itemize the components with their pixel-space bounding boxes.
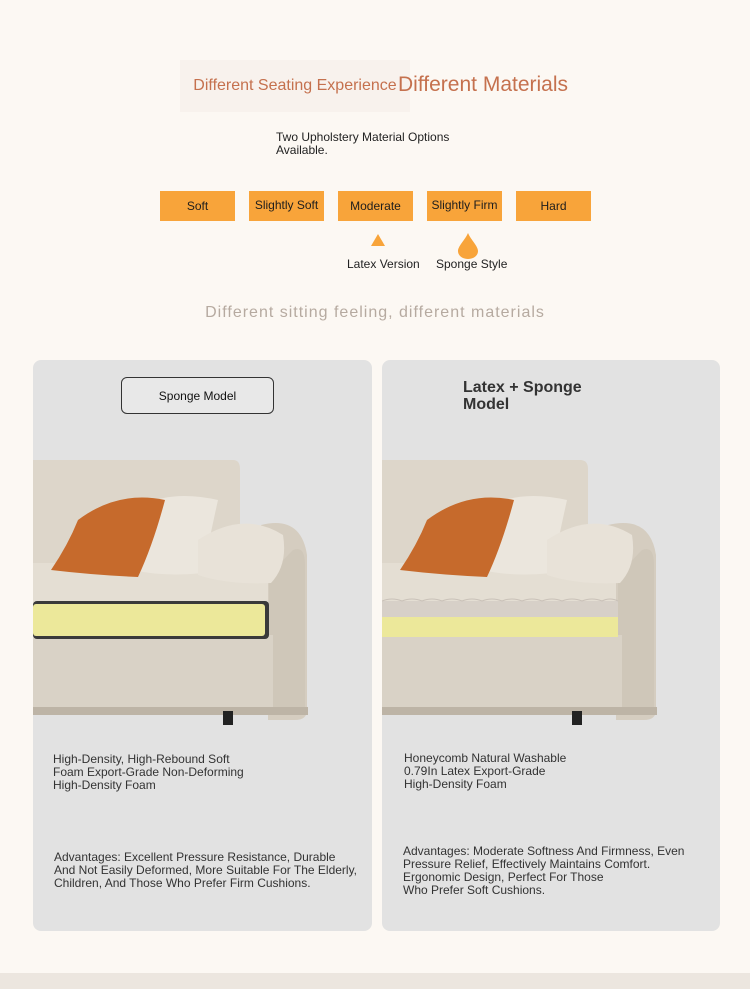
sponge-advantage-line-2: And Not Easily Deformed, More Suitable For The Elderly, [54,863,358,877]
sponge-marker-icon [456,232,480,260]
sponge-foam-description [53,753,244,792]
sponge-model-panel [33,360,372,931]
latex-foam-line-2: 0.79In Latex Export-Grade [404,764,546,778]
subtitle-line-1: Two Upholstery Material Options [276,130,450,144]
firmness-hard: Hard [516,191,591,221]
latex-sponge-model-panel [382,360,720,931]
subtitle-line-2: Available. [276,143,328,157]
latex-version-label: Latex Version [347,257,420,271]
tagline: Different sitting feeling, different materials [205,304,545,321]
latex-sponge-sofa-image [382,455,720,735]
latex-sponge-title-line-2: Model [463,396,510,413]
title-seating-experience [180,60,410,112]
sponge-foam-line-1: High-Density, High-Rebound Soft [53,752,230,766]
firmness-slightly-firm: Slightly Firm [427,191,502,221]
firmness-soft: Soft [160,191,235,221]
sponge-advantage-line-3: Children, And Those Who Prefer Firm Cushions. [54,876,311,890]
latex-foam-description [404,752,566,791]
latex-advantage-line-1: Advantages: Moderate Softness And Firmness, Even [403,844,685,858]
latex-foam-line-3: High-Density Foam [404,777,507,791]
firmness-slightly-soft: Slightly Soft [249,191,324,221]
title-seating-experience-text: Different Seating Experience [193,77,397,94]
sponge-foam-line-3: High-Density Foam [53,778,156,792]
sponge-foam-line-2: Foam Export-Grade Non-Deforming [53,765,244,779]
sponge-advantage-line-1: Advantages: Excellent Pressure Resistance, Durable [54,850,336,864]
latex-advantage-line-3: Ergonomic Design, Perfect For Those [403,870,604,884]
subtitle [276,131,476,157]
bottom-divider [0,973,750,989]
firmness-moderate: Moderate [338,191,413,221]
sponge-model-title: Sponge Model [121,377,274,414]
latex-marker-icon [370,233,386,247]
sponge-advantages [54,851,357,890]
sponge-style-label: Sponge Style [436,257,508,271]
title-materials: Different Materials [398,73,569,96]
latex-advantages [403,845,684,897]
latex-sponge-model-title [463,379,633,413]
latex-sponge-title-line-1: Latex + Sponge [463,379,582,396]
latex-advantage-line-4: Who Prefer Soft Cushions. [403,883,546,897]
latex-foam-line-1: Honeycomb Natural Washable [404,751,567,765]
latex-advantage-line-2: Pressure Relief, Effectively Maintains Comfort. [403,857,651,871]
sponge-sofa-image [33,455,372,735]
